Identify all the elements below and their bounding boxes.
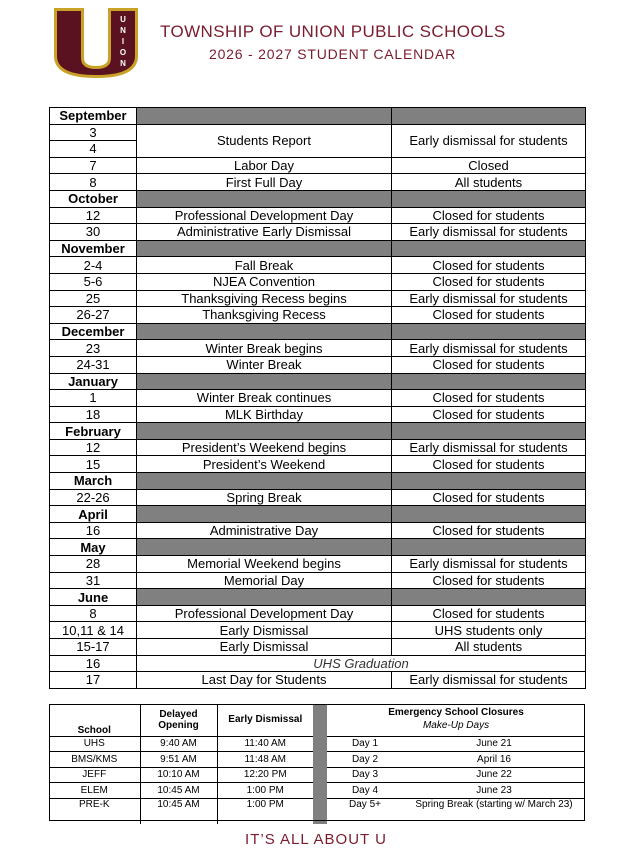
logo-letter-1: U xyxy=(120,15,126,24)
month-bar xyxy=(392,240,586,257)
event-name: President’s Weekend xyxy=(137,456,392,473)
month-name: June xyxy=(50,589,137,606)
event-name: Winter Break xyxy=(137,356,392,373)
closures-subtitle: Make-Up Days xyxy=(422,720,490,731)
makeup-date: April 16 xyxy=(403,752,585,768)
event-row xyxy=(50,390,586,407)
event-name: Professional Development Day xyxy=(137,207,392,224)
delayed-opening-time: 10:45 AM xyxy=(140,798,217,824)
event-date: 16 xyxy=(50,522,137,539)
event-status: Early dismissal for students xyxy=(392,290,586,307)
event-row xyxy=(50,257,586,274)
event-date: 22-26 xyxy=(50,489,137,506)
early-dismissal-time: 11:40 AM xyxy=(217,736,313,752)
event-date: 25 xyxy=(50,290,137,307)
event-status: Closed for students xyxy=(392,257,586,274)
early-dismissal-time: 11:48 AM xyxy=(217,752,313,768)
calendar-table xyxy=(49,107,586,689)
month-bar xyxy=(392,373,586,390)
month-bar xyxy=(137,423,392,440)
event-row xyxy=(50,439,586,456)
event-name: NJEA Convention xyxy=(137,273,392,290)
event-status: UHS students only xyxy=(392,622,586,639)
event-row xyxy=(50,157,586,174)
event-name: Thanksgiving Recess begins xyxy=(137,290,392,307)
makeup-day: Day 5+ xyxy=(327,798,403,824)
event-name: Labor Day xyxy=(137,157,392,174)
event-status: Closed xyxy=(392,157,586,174)
makeup-day: Day 3 xyxy=(327,767,403,783)
event-date: 24-31 xyxy=(50,356,137,373)
event-name: Professional Development Day xyxy=(137,605,392,622)
event-status: Closed for students xyxy=(392,456,586,473)
month-name: April xyxy=(50,506,137,523)
delayed-opening-time: 9:51 AM xyxy=(140,752,217,768)
document-title: TOWNSHIP OF UNION PUBLIC SCHOOLS xyxy=(160,22,506,41)
event-status: Early dismissal for students xyxy=(392,672,586,689)
closures-title: Emergency School Closures xyxy=(388,707,524,718)
event-date: 15 xyxy=(50,456,137,473)
event-status: Early dismissal for students xyxy=(392,124,586,157)
event-status: Early dismissal for students xyxy=(392,224,586,241)
makeup-day: Day 2 xyxy=(327,752,403,768)
event-row xyxy=(50,655,586,672)
month-bar xyxy=(392,423,586,440)
event-date: 16 xyxy=(50,655,137,672)
event-date: 12 xyxy=(50,207,137,224)
delayed-opening-time: 10:10 AM xyxy=(140,767,217,783)
month-name: May xyxy=(50,539,137,556)
event-date: 3 xyxy=(50,124,137,141)
event-row xyxy=(50,605,586,622)
event-status: Closed for students xyxy=(392,356,586,373)
event-row xyxy=(50,174,586,191)
month-bar xyxy=(392,589,586,606)
makeup-day: Day 4 xyxy=(327,783,403,799)
event-date: 12 xyxy=(50,439,137,456)
event-row xyxy=(50,406,586,423)
month-bar xyxy=(137,108,392,125)
makeup-date: Spring Break (starting w/ March 23) xyxy=(403,798,585,824)
event-status: Closed for students xyxy=(392,307,586,324)
school-name: UHS xyxy=(49,736,140,752)
event-date: 23 xyxy=(50,340,137,357)
event-row xyxy=(50,522,586,539)
logo-letter-5: N xyxy=(120,59,126,68)
event-date: 15-17 xyxy=(50,639,137,656)
divider-bar xyxy=(313,704,327,824)
month-name: November xyxy=(50,240,137,257)
month-bar xyxy=(137,539,392,556)
logo-letter-4: O xyxy=(119,48,127,57)
makeup-date: June 23 xyxy=(403,783,585,799)
event-name: Students Report xyxy=(137,124,392,157)
event-date: 17 xyxy=(50,672,137,689)
school-name: ELEM xyxy=(49,783,140,799)
delayed-opening-time: 9:40 AM xyxy=(140,736,217,752)
month-name: September xyxy=(50,108,137,125)
event-name: Memorial Weekend begins xyxy=(137,556,392,573)
document-subtitle: 2026 - 2027 STUDENT CALENDAR xyxy=(209,46,457,62)
early-dismissal-time: 1:00 PM xyxy=(217,783,313,799)
event-status: Early dismissal for students xyxy=(392,340,586,357)
month-bar xyxy=(392,473,586,490)
event-row xyxy=(50,356,586,373)
month-bar xyxy=(137,373,392,390)
event-row xyxy=(50,672,586,689)
event-row xyxy=(50,572,586,589)
event-name: Early Dismissal xyxy=(137,622,392,639)
month-bar xyxy=(392,108,586,125)
delayed-opening-time: 10:45 AM xyxy=(140,783,217,799)
event-row xyxy=(50,290,586,307)
footer-slogan: IT’S ALL ABOUT U xyxy=(245,831,387,848)
month-bar xyxy=(137,506,392,523)
month-name: December xyxy=(50,323,137,340)
event-status: Early dismissal for students xyxy=(392,556,586,573)
month-bar xyxy=(137,473,392,490)
month-name: October xyxy=(50,190,137,207)
event-date: 4 xyxy=(50,141,137,158)
event-status: Closed for students xyxy=(392,522,586,539)
month-bar xyxy=(137,589,392,606)
event-row xyxy=(50,456,586,473)
school-name: BMS/KMS xyxy=(49,752,140,768)
logo-letter-2: N xyxy=(120,26,126,35)
event-status: Closed for students xyxy=(392,406,586,423)
event-status: Closed for students xyxy=(392,489,586,506)
makeup-day: Day 1 xyxy=(327,736,403,752)
event-row xyxy=(50,307,586,324)
month-bar xyxy=(137,240,392,257)
month-row xyxy=(50,539,586,556)
event-status: Closed for students xyxy=(392,605,586,622)
event-row xyxy=(50,639,586,656)
month-row xyxy=(50,240,586,257)
district-logo xyxy=(52,6,140,80)
school-name: JEFF xyxy=(49,767,140,783)
early-dismissal-time: 12:20 PM xyxy=(217,767,313,783)
event-date: 30 xyxy=(50,224,137,241)
event-date: 2-4 xyxy=(50,257,137,274)
closures-header xyxy=(327,704,585,736)
event-status: Closed for students xyxy=(392,572,586,589)
event-name: Early Dismissal xyxy=(137,639,392,656)
logo-letter-3: I xyxy=(121,37,125,46)
event-date: 28 xyxy=(50,556,137,573)
event-date: 26-27 xyxy=(50,307,137,324)
month-row xyxy=(50,323,586,340)
event-name: President’s Weekend begins xyxy=(137,439,392,456)
makeup-date: June 22 xyxy=(403,767,585,783)
event-date: 8 xyxy=(50,174,137,191)
early-dismissal-time: 1:00 PM xyxy=(217,798,313,824)
event-date: 10,11 & 14 xyxy=(50,622,137,639)
event-date: 7 xyxy=(50,157,137,174)
event-row xyxy=(50,622,586,639)
event-status: All students xyxy=(392,639,586,656)
event-status: Early dismissal for students xyxy=(392,439,586,456)
month-bar xyxy=(392,539,586,556)
school-name: PRE-K xyxy=(49,798,140,824)
event-name: Last Day for Students xyxy=(137,672,392,689)
event-name: First Full Day xyxy=(137,174,392,191)
event-status: Closed for students xyxy=(392,207,586,224)
month-name: March xyxy=(50,473,137,490)
event-status: All students xyxy=(392,174,586,191)
event-row xyxy=(50,340,586,357)
event-row xyxy=(50,124,586,141)
month-bar xyxy=(392,190,586,207)
event-name: UHS Graduation xyxy=(137,655,586,672)
event-row xyxy=(50,273,586,290)
month-row xyxy=(50,506,586,523)
event-status: Closed for students xyxy=(392,390,586,407)
schedule-table xyxy=(49,704,585,824)
makeup-date: June 21 xyxy=(403,736,585,752)
event-name: Winter Break continues xyxy=(137,390,392,407)
event-row xyxy=(50,556,586,573)
month-bar xyxy=(392,506,586,523)
event-name: MLK Birthday xyxy=(137,406,392,423)
month-bar xyxy=(392,323,586,340)
month-name: January xyxy=(50,373,137,390)
delayed-opening-header: Delayed Opening xyxy=(140,704,217,736)
early-dismissal-header: Early Dismissal xyxy=(217,704,313,736)
event-date: 18 xyxy=(50,406,137,423)
event-row xyxy=(50,224,586,241)
event-name: Thanksgiving Recess xyxy=(137,307,392,324)
month-name: February xyxy=(50,423,137,440)
event-name: Winter Break begins xyxy=(137,340,392,357)
month-row xyxy=(50,473,586,490)
month-row xyxy=(50,373,586,390)
event-date: 31 xyxy=(50,572,137,589)
event-name: Administrative Early Dismissal xyxy=(137,224,392,241)
event-date: 5-6 xyxy=(50,273,137,290)
month-row xyxy=(50,190,586,207)
school-header: School xyxy=(77,724,111,736)
event-name: Memorial Day xyxy=(137,572,392,589)
event-name: Fall Break xyxy=(137,257,392,274)
event-date: 8 xyxy=(50,605,137,622)
event-name: Administrative Day xyxy=(137,522,392,539)
month-bar xyxy=(137,190,392,207)
month-row xyxy=(50,423,586,440)
event-row xyxy=(50,207,586,224)
event-date: 1 xyxy=(50,390,137,407)
event-status: Closed for students xyxy=(392,273,586,290)
month-bar xyxy=(137,323,392,340)
event-name: Spring Break xyxy=(137,489,392,506)
month-row xyxy=(50,108,586,125)
month-row xyxy=(50,589,586,606)
event-row xyxy=(50,489,586,506)
